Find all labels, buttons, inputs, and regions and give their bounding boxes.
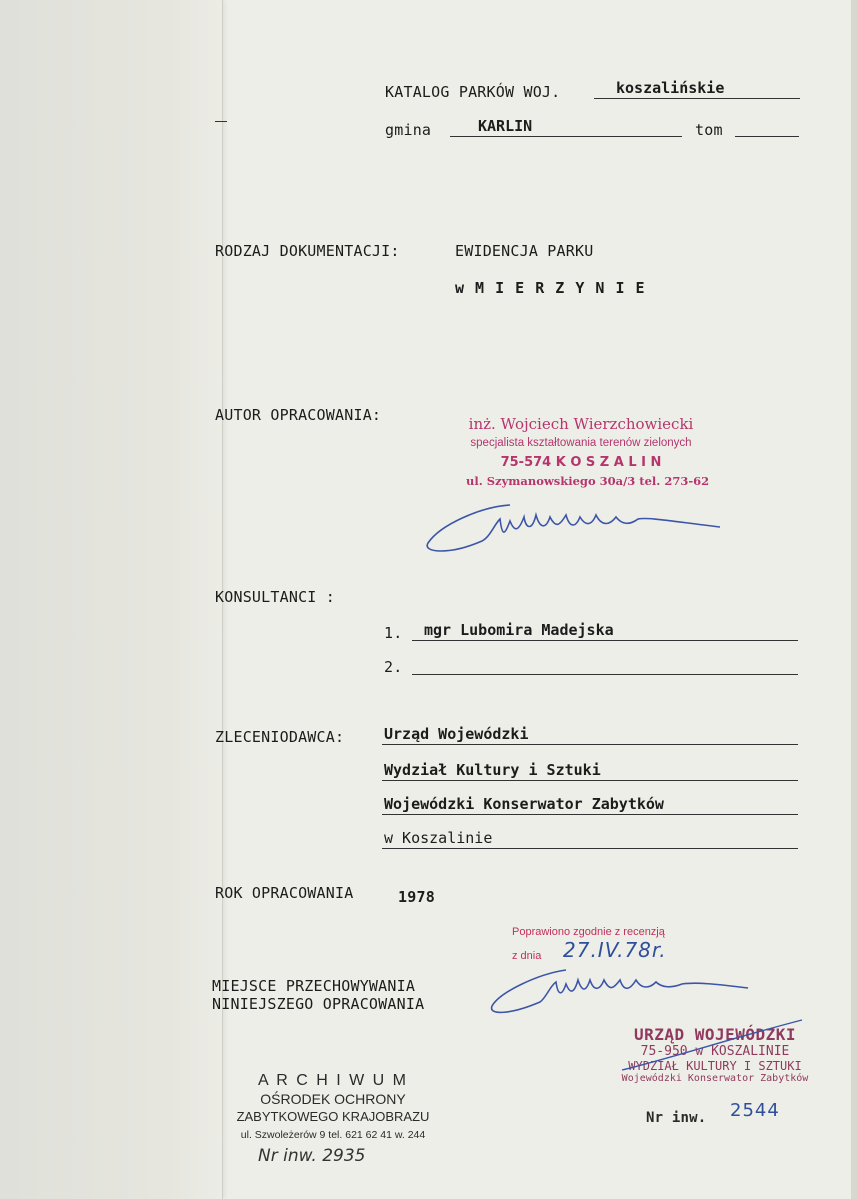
margin-dash [215,121,227,122]
tom-label: tom [695,121,723,139]
office-stamp-line-2: 75-950 w KOSZALINIE [640,1044,790,1059]
archive-line-1: OŚRODEK OCHRONY [260,1091,406,1107]
office-stamp-line-3: WYDZIAŁ KULTURY I SZTUKI [628,1059,802,1073]
author-stamp-name: inż. Wojciech Wierzchowiecki [468,415,694,433]
park-location: w M I E R Z Y N I E [455,279,646,297]
voivodeship-field [594,80,800,99]
catalog-label: KATALOG PARKÓW WOJ. [385,83,561,101]
author-label: AUTOR OPRACOWANIA: [215,406,382,424]
consultants-label: KONSULTANCI : [215,588,335,606]
consultant-1-number: 1. [384,624,403,642]
office-stamp-line-1: URZĄD WOJEWÓDZKI [633,1025,797,1044]
client-line-4 [382,830,798,849]
gmina-value: KARLIN [478,117,533,135]
inventory-number: 2544 [730,1100,780,1121]
office-stamp-line-4: Wojewódzki Konserwator Zabytków [621,1073,809,1084]
client-line-2 [382,762,798,781]
page-right-edge [851,0,857,1199]
storage-label-2: NINIEJSZEGO OPRACOWANIA [212,995,425,1013]
gmina-field [450,118,682,137]
archive-stamp [215,1072,451,1144]
archive-title: A R C H I W U M [258,1072,408,1089]
author-stamp-address: ul. Szymanowskiego 30a/3 tel. 273-62 [466,474,710,488]
tom-field [735,118,799,137]
review-stamp-date-prefix: z dnia [512,950,542,962]
archive-handwritten-number: Nr inw. 2935 [258,1146,366,1166]
review-signature [486,962,766,1022]
client-line-1 [382,726,798,745]
author-stamp-title: specjalista kształtowania terenów zielonych [470,437,692,449]
consultant-1-value: mgr Lubomira Madejska [424,621,614,639]
storage-label-1: MIEJSCE PRZECHOWYWANIA [212,977,416,995]
review-date-handwritten: 27.IV.78r. [563,938,667,962]
underlying-page-edge [0,0,223,1199]
client-label: ZLECENIODAWCA: [215,728,345,746]
documentation-label: RODZAJ DOKUMENTACJI: [215,242,400,260]
consultant-1-field [412,622,798,641]
author-stamp [466,415,710,491]
year-label: ROK OPRACOWANIA [215,884,354,902]
client-line-3 [382,796,798,815]
author-signature [420,495,730,560]
office-stamp-stroke [612,1018,812,1078]
archive-line-3: ul. Szwoleżerów 9 tel. 621 62 41 w. 244 [240,1129,426,1141]
client-line-2-text: Wydział Kultury i Sztuki [384,761,601,779]
consultant-2-field [412,656,798,675]
voivodeship-value: koszalińskie [616,79,725,97]
client-line-4-text: w Koszalinie [384,829,493,847]
client-line-1-text: Urząd Wojewódzki [384,725,529,743]
author-stamp-city: 75-574 K O S Z A L I N [500,455,662,470]
year-value: 1978 [398,888,435,906]
review-stamp-text: Poprawiono zgodnie z recenzją [512,926,665,938]
gmina-label: gmina [385,121,432,139]
archive-line-2: ZABYTKOWEGO KRAJOBRAZU [236,1109,430,1124]
consultant-2-number: 2. [384,658,403,676]
documentation-value: EWIDENCJA PARKU [455,242,594,260]
inventory-label: Nr inw. [646,1110,707,1126]
client-line-3-text: Wojewódzki Konserwator Zabytków [384,795,664,813]
